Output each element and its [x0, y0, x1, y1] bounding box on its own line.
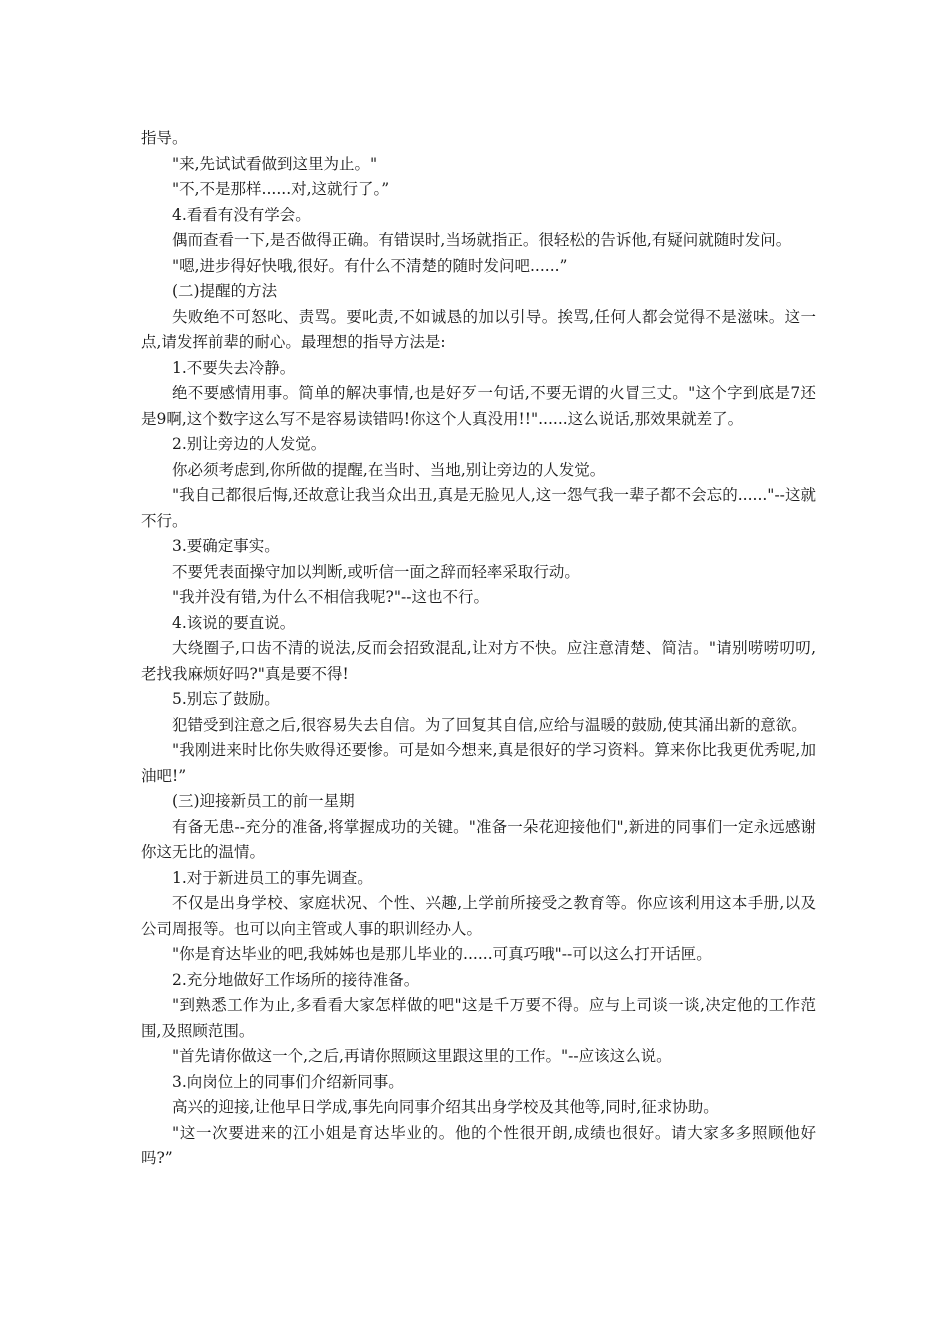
paragraph: 1.不要失去冷静。 — [172, 358, 296, 377]
paragraph: 4.该说的要直说。 — [172, 613, 296, 632]
paragraph: "你是育达毕业的吧,我姊姊也是那儿毕业的......可真巧哦"--可以这么打开话匣。 — [172, 945, 712, 963]
paragraph: "我并没有错,为什么不相信我呢?"--这也不行。 — [172, 588, 489, 606]
paragraph: 4.看看有没有学会。 — [172, 205, 311, 224]
paragraph: 2.充分地做好工作场所的接待准备。 — [172, 970, 420, 989]
paragraph: "嗯,进步得好快哦,很好。有什么不清楚的随时发问吧......” — [172, 256, 568, 275]
paragraph: 有备无患--充分的准备,将掌握成功的关键。"准备一朵花迎接他们",新进的同事们一定永远感谢你这无比的温情。 — [141, 817, 816, 861]
paragraph: "首先请你做这一个,之后,再请你照顾这里跟这里的工作。"--应该这么说。 — [172, 1047, 672, 1065]
paragraph: "我自己都很后悔,还故意让我当众出丑,真是无脸见人,这一怨气我一辈子都不会忘的......"--这就不行。 — [141, 486, 816, 530]
paragraph: 你必须考虑到,你所做的提醒,在当时、当地,别让旁边的人发觉。 — [172, 460, 606, 479]
paragraph: 1.对于新进员工的事先调查。 — [172, 868, 373, 887]
paragraph: 高兴的迎接,让他早日学成,事先向同事介绍其出身学校及其他等,同时,征求协助。 — [172, 1098, 719, 1116]
paragraph: 绝不要感情用事。简单的解决事情,也是好歹一句话,不要无谓的火冒三丈。"这个字到底是7还是9啊,这个数字这么写不是容易读错吗!你这个人真没用!!"......这么说话,那效果就差了。 — [141, 384, 816, 428]
paragraph: "不,不是那样......对,这就行了。” — [172, 180, 390, 198]
paragraph: 指导。 — [141, 129, 188, 147]
paragraph: (三)迎接新员工的前一星期 — [172, 792, 355, 810]
paragraph: 3.向岗位上的同事们介绍新同事。 — [172, 1072, 404, 1091]
paragraph: 5.别忘了鼓励。 — [172, 690, 280, 708]
paragraph: "来,先试试看做到这里为止。" — [172, 154, 378, 173]
paragraph: 偶而查看一下,是否做得正确。有错误时,当场就指正。很轻松的告诉他,有疑问就随时发问。 — [172, 231, 792, 249]
paragraph: 失败绝不可怒叱、责骂。要叱责,不如诚恳的加以引导。挨骂,任何人都会觉得不是滋味。这一点,请发挥前辈的耐心。最理想的指导方法是: — [141, 307, 816, 351]
paragraph: 3.要确定事实。 — [172, 537, 280, 555]
paragraph: 不仅是出身学校、家庭状况、个性、兴趣,上学前所接受之教育等。你应该利用这本手册,以及公司周报等。也可以向主管或人事的职训经办人。 — [141, 894, 816, 938]
paragraph: 大绕圈子,口齿不清的说法,反而会招致混乱,让对方不快。应注意清楚、简洁。"请别唠唠叨叨,老找我麻烦好吗?"真是要不得! — [141, 639, 816, 683]
paragraph: 不要凭表面操守加以判断,或听信一面之辞而轻率采取行动。 — [172, 562, 580, 581]
paragraph: "我刚进来时比你失败得还要惨。可是如今想来,真是很好的学习资料。算来你比我更优秀呢,加油吧!” — [141, 741, 816, 785]
paragraph: 2.别让旁边的人发觉。 — [172, 435, 327, 453]
paragraph: (二)提醒的方法 — [172, 282, 278, 300]
paragraph: "这一次要进来的江小姐是育达毕业的。他的个性很开朗,成绩也很好。请大家多多照顾他好吗?” — [141, 1123, 816, 1167]
paragraph: "到熟悉工作为止,多看看大家怎样做的吧"这是千万要不得。应与上司谈一谈,决定他的工作范围,及照顾范围。 — [141, 996, 816, 1040]
paragraph: 犯错受到注意之后,很容易失去自信。为了回复其自信,应给与温暖的鼓励,使其涌出新的意欲。 — [172, 715, 807, 734]
document-body — [141, 126, 816, 1172]
